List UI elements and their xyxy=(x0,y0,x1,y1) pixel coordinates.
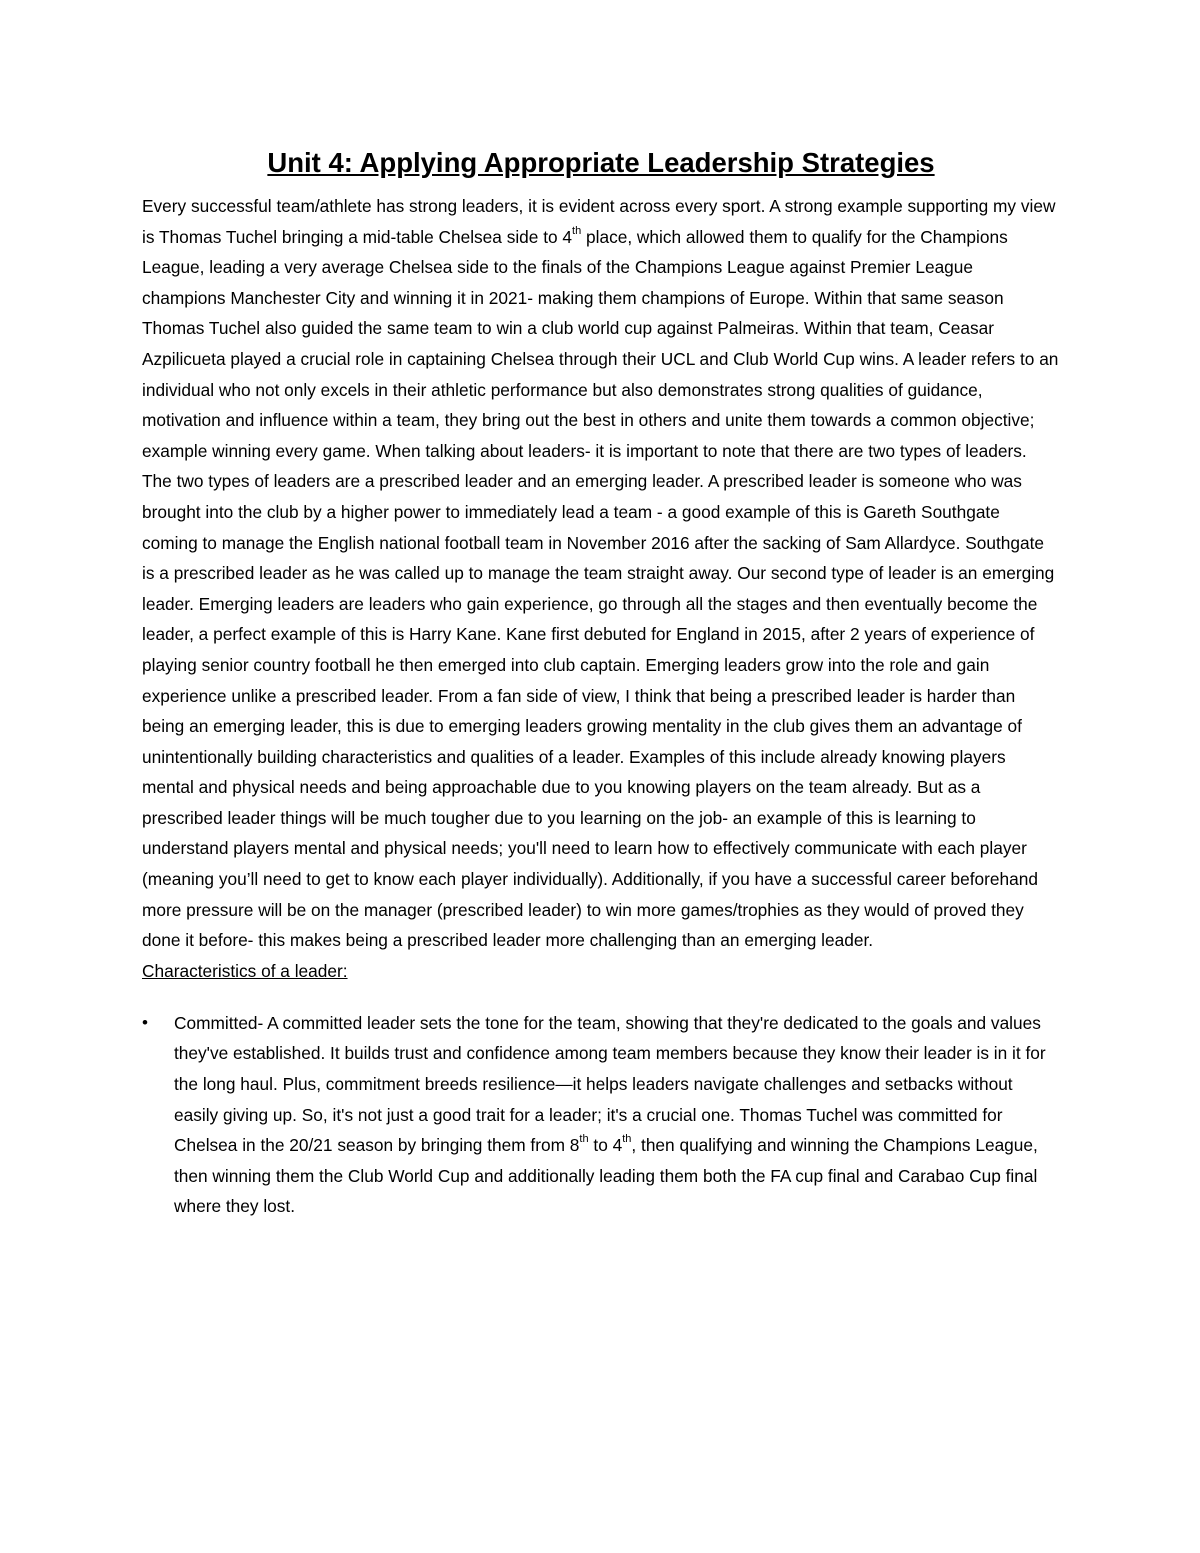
list-item xyxy=(142,1008,1060,1222)
intro-superscript: th xyxy=(572,224,582,237)
document-title: Unit 4: Applying Appropriate Leadership Strategies xyxy=(267,147,935,178)
intro-text-part2: place, which allowed them to qualify for the Champions League, leading a very average Chelsea side to the finals of the Champions League against Premier League champions Manchester City and winning it in 2021- making them champions of Europe. Within that same season Thomas Tuchel also guided the same team to win a club world cup against Palmeiras. Within that team, Ceasar Azpilicueta played a crucial role in captaining Chelsea through their UCL and Club World Cup wins. A leader refers to an individual who not only excels in their athletic performance but also demonstrates strong qualities of guidance, motivation and influence within a team, they bring out the best in others and unite them towards a common objective; example winning every game. When talking about leaders- it is important to note that there are two types of leaders. The two types of leaders are a prescribed leader and an emerging leader. A prescribed leader is someone who was brought into the club by a higher power to immediately lead a team - a good example of this is Gareth Southgate coming to manage the English national football team in November 2016 after the sacking of Sam Allardyce. Southgate is a prescribed leader as he was called up to manage the team straight away. Our second type of leader is an emerging leader. Emerging leaders are leaders who gain experience, go through all the stages and then eventually become the leader, a perfect example of this is Harry Kane. Kane first debuted for England in 2015, after 2 years of experience of playing senior country football he then emerged into club captain. Emerging leaders grow into the role and gain experience unlike a prescribed leader. From a fan side of view, I think that being a prescribed leader is harder than being an emerging leader, this is due to emerging leaders growing mentality in the club gives them an advantage of unintentionally building characteristics and qualities of a leader. Examples of this include already knowing players mental and physical needs and being approachable due to you knowing players on the team already. But as a prescribed leader things will be much tougher due to you learning on the job- an example of this is learning to understand players mental and physical needs; you'll need to learn how to effectively communicate with each player (meaning you’ll need to get to know each player individually). Additionally, if you have a successful career beforehand more pressure will be on the manager (prescribed leader) to win more games/trophies as they would of proved they done it before- this makes being a prescribed leader more challenging than an emerging leader. xyxy=(142,226,1059,951)
bullet-text-part3: , then qualifying and winning the Champions League, then winning them the Club World Cup and additionally leading them both the FA cup final and Carabao Cup final where they lost. xyxy=(174,1135,1038,1217)
bullet-superscript-1: th xyxy=(579,1133,589,1146)
bullet-text-part1: Committed- A committed leader sets the tone for the team, showing that they're dedicated to the goals and values they've established. It builds trust and confidence among team members because they know their leader is in it for the long haul. Plus, commitment breeds resilience—it helps leaders navigate challenges and setbacks without easily giving up. So, it's not just a good trait for a leader; it's a crucial one. Thomas Tuchel was committed for Chelsea in the 20/21 season by bringing them from 8 xyxy=(174,1012,1046,1156)
intro-text-part1: Every successful team/athlete has strong leaders, it is evident across every sport. A strong example supporting my view is Thomas Tuchel bringing a mid-table Chelsea side to 4 xyxy=(142,196,1056,247)
characteristics-heading: Characteristics of a leader: xyxy=(142,960,348,981)
intro-paragraph xyxy=(142,191,1060,956)
bullet-icon: • xyxy=(142,1012,148,1032)
characteristics-list xyxy=(142,1008,1060,1222)
bullet-text-part2: to 4 xyxy=(588,1135,623,1156)
bullet-superscript-2: th xyxy=(622,1133,632,1146)
